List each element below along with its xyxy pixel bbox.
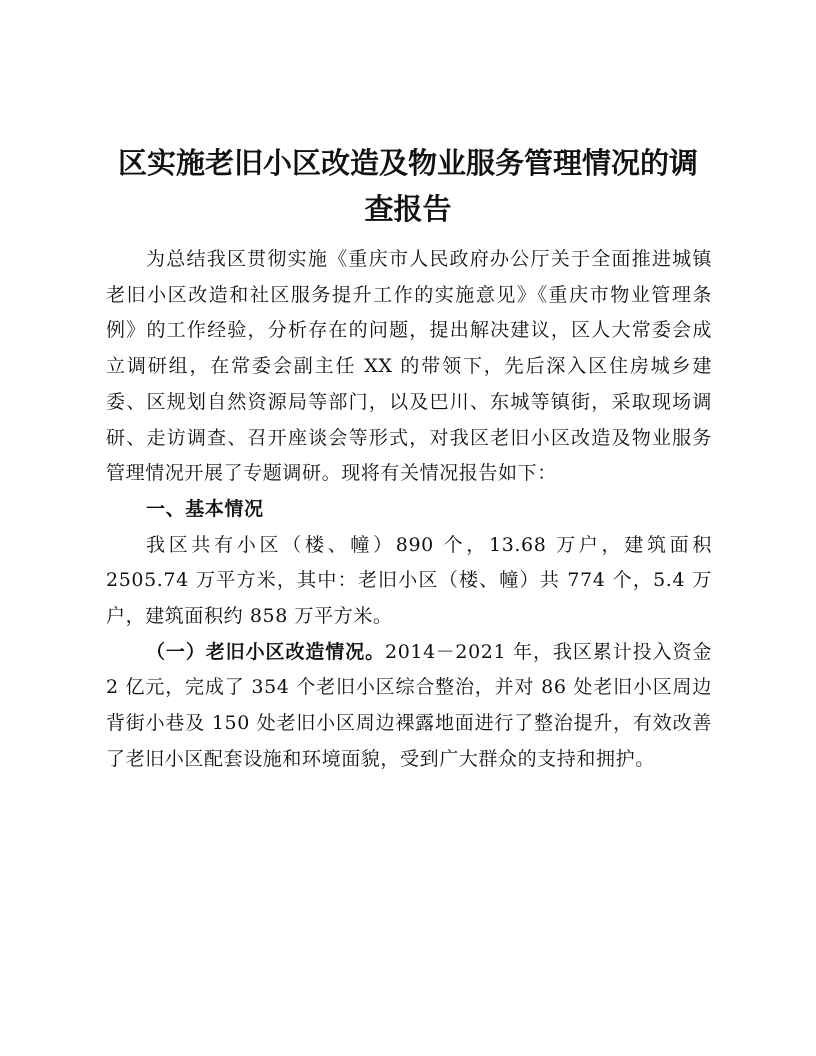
document-body bbox=[106, 242, 712, 778]
section-heading-basic-situation: 一、基本情况 bbox=[146, 497, 264, 520]
basic-situation-paragraph: 我区共有小区（楼、幢）890 个，13.68 万户，建筑面积 2505.74 万平方米，其中：老旧小区（楼、幢）共 774 个，5.4 万户，建筑面积约 858 万平方米。 bbox=[106, 533, 712, 628]
renovation-paragraph bbox=[106, 635, 712, 778]
document-title: 区实施老旧小区改造及物业服务管理情况的调查报告 bbox=[117, 146, 698, 226]
intro-paragraph: 为总结我区贯彻实施《重庆市人民政府办公厅关于全面推进城镇老旧小区改造和社区服务提升工作的实施意见》《重庆市物业管理条例》的工作经验，分析存在的问题，提出解决建议，区人大常委会成立调研组，在常委会副主任 XX 的带领下，先后深入区住房城乡建委、区规划自然资源局等部门，以及巴川、东城等镇街，采取现场调研、走访调查、召开座谈会等形式，对我区老旧小区改造及物业服务管理情况开展了专题调研。现将有关情况报告如下： bbox=[106, 248, 712, 485]
renovation-text: 2014－2021 年，我区累计投入资金 2 亿元，完成了 354 个老旧小区综合整治，并对 86 处老旧小区周边背街小巷及 150 处老旧小区周边裸露地面进行了整治提升，有效改善了老旧小区配套设施和环境面貌，受到广大群众的支持和拥护。 bbox=[106, 640, 712, 770]
subsection-heading-renovation: （一）老旧小区改造情况。 bbox=[146, 640, 386, 663]
